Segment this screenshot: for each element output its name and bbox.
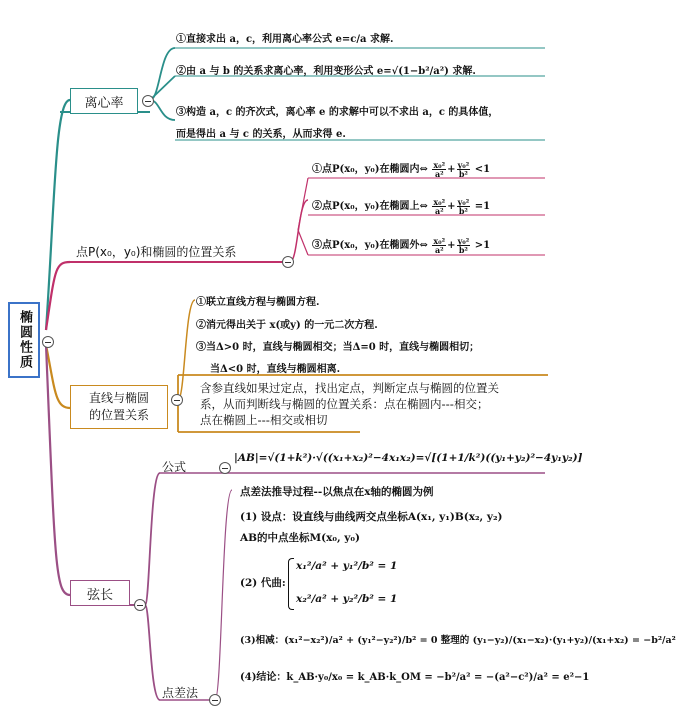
method-step-1: (1) 设点：设直线与曲线两交点坐标A(x₁, y₁)B(x₂, y₂) <box>240 511 503 523</box>
eccentricity-item-4: 而是得出 a 与 c 的关系，从而求得 e. <box>176 129 346 140</box>
line-item-1: ①联立直线方程与椭圆方程. <box>196 297 320 308</box>
chord-collapse-icon[interactable] <box>134 599 146 611</box>
line-position-label-1: 直线与椭圆 <box>88 391 149 405</box>
point-item-2: ②点P(x₀，y₀)在椭圆上⇔ $\frac{\text{x₀²}}{\text{a²}}$ + $\frac{\text{y₀²}}{\text{b²}}$ =1 <box>312 196 491 216</box>
line-note-1: 含参直线如果过定点，找出定点，判断定点与椭圆的位置关 <box>200 381 499 395</box>
method-step-2-eq1: x₁²/a² + y₁²/b² = 1 <box>296 560 398 572</box>
point-item-3: ③点P(x₀，y₀)在椭圆外⇔ $\frac{\text{x₀²}}{\text{a²}}$ + $\frac{\text{y₀²}}{\text{b²}}$ >1 <box>312 235 491 255</box>
line-item-2: ②消元得出关于 x(或y) 的一元二次方程. <box>196 320 378 331</box>
eccentricity-item-3: ③构造 a，c 的齐次式，离心率 e 的求解中可以不求出 a，c 的具体值， <box>176 107 499 118</box>
root-title: 椭圆性质 <box>17 310 32 370</box>
formula-label: 公式 <box>162 460 187 474</box>
eccentricity-item-1: ①直接求出 a，c，利用离心率公式 e=c/a 求解. <box>176 34 394 45</box>
method-step-1b: AB的中点坐标M(x₀, y₀) <box>240 532 360 544</box>
method-step-2: (2) 代曲: <box>240 577 286 589</box>
eccentricity-node[interactable] <box>70 88 138 114</box>
point-position-collapse-icon[interactable] <box>282 256 294 268</box>
root-collapse-icon[interactable] <box>42 336 54 348</box>
root-node[interactable] <box>8 302 40 378</box>
chord-label: 弦长 <box>86 587 113 603</box>
line-note-2: 系，从而判断线与椭圆的位置关系：点在椭圆内---相交； <box>200 397 489 411</box>
line-position-collapse-icon[interactable] <box>171 394 183 406</box>
line-position-node[interactable] <box>70 385 168 429</box>
eccentricity-label: 离心率 <box>84 95 124 111</box>
eccentricity-item-2: ②由 a 与 b 的关系求离心率，利用变形公式 e=√(1−b²/a²) 求解. <box>176 66 476 77</box>
line-position-label-2: 的位置关系 <box>88 408 149 422</box>
point-position-node[interactable] <box>70 243 280 263</box>
method-step-2-brace <box>288 558 294 610</box>
eccentricity-collapse-icon[interactable] <box>142 95 154 107</box>
chord-formula: |AB|=√(1+k²)·√((x₁+x₂)²−4x₁x₂)=√[(1+1/k²)((y₁+y₂)²−4y₁y₂)] <box>234 452 583 464</box>
point-position-label: 点P(x₀，y₀)和椭圆的位置关系 <box>76 245 237 259</box>
chord-node[interactable] <box>70 580 130 606</box>
line-item-3: ③当Δ>0 时，直线与椭圆相交；当Δ=0 时，直线与椭圆相切； <box>196 342 480 353</box>
method-step-2-eq2: x₂²/a² + y₂²/b² = 1 <box>296 593 398 605</box>
line-item-4: 当Δ<0 时，直线与椭圆相离. <box>210 364 341 375</box>
line-note-3: 点在椭圆上---相交或相切 <box>200 413 328 427</box>
method-step-4: (4)结论：k_AB·y₀/x₀ = k_AB·k_OM = −b²/a² = −(a²−c²)/a² = e²−1 <box>240 672 590 683</box>
method-label: 点差法 <box>162 686 199 700</box>
formula-collapse-icon[interactable] <box>219 462 231 474</box>
method-title: 点差法推导过程--以焦点在x轴的椭圆为例 <box>240 486 434 498</box>
method-collapse-icon[interactable] <box>209 694 221 706</box>
method-step-3: (3)相减：(x₁²−x₂²)/a² + (y₁²−y₂²)/b² = 0 整理的 (y₁−y₂)/(x₁−x₂)·(y₁+y₂)/(x₁+x₂) = −b²/a² <box>240 635 676 646</box>
point-item-1: ①点P(x₀，y₀)在椭圆内⇔ $\frac{\text{x₀²}}{\text{a²}}$ + $\frac{\text{y₀²}}{\text{b²}}$ <1 <box>312 159 491 179</box>
